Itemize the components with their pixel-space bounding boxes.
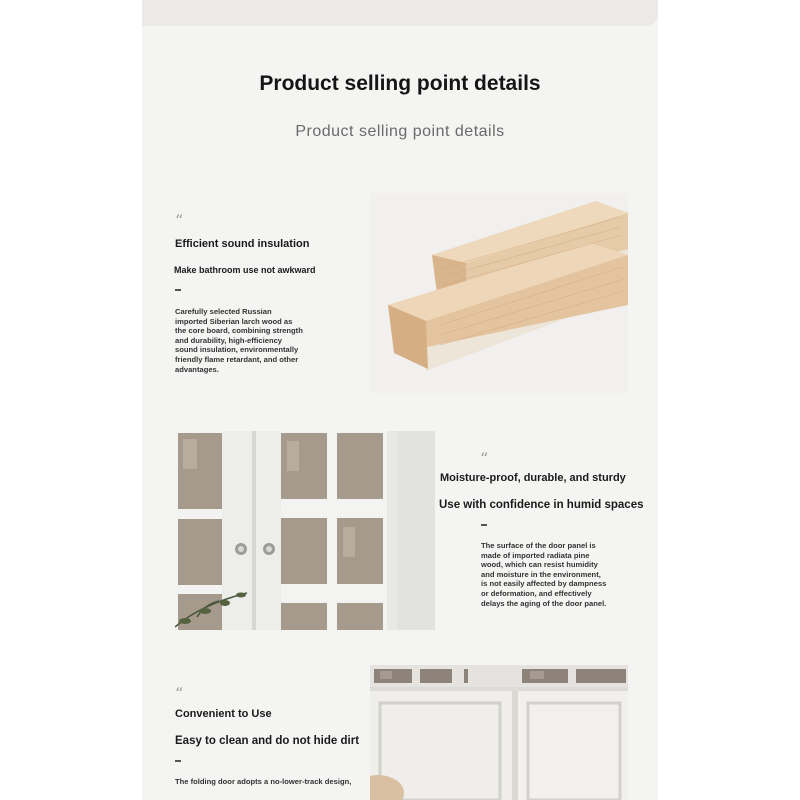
- quote-mark-icon: “: [480, 449, 489, 468]
- section-1-divider: [175, 289, 181, 291]
- section-1-subheading: Make bathroom use not awkward: [174, 265, 316, 275]
- section-2-subheading: Use with confidence in humid spaces: [439, 499, 644, 511]
- body-line: or deformation, and effectively: [481, 588, 592, 598]
- section-2-heading: Moisture-proof, durable, and sturdy: [440, 472, 626, 484]
- body-line: sound insulation, environmentally: [175, 345, 299, 355]
- top-banner-strip: [142, 0, 658, 26]
- body-line: the core board, combining strength: [175, 326, 303, 336]
- section-2-body: [481, 541, 651, 608]
- section-1-heading: Efficient sound insulation: [175, 238, 310, 250]
- section-3-body: [175, 777, 375, 787]
- section-3-divider: [175, 760, 181, 762]
- body-line: friendly flame retardant, and other: [175, 354, 299, 364]
- larch-wood-board-image: [370, 193, 628, 393]
- glass-panel-door-image: [175, 431, 435, 630]
- section-2-divider: [481, 524, 487, 526]
- body-line: Carefully selected Russian: [175, 307, 272, 316]
- body-line: delays the aging of the door panel.: [481, 598, 607, 608]
- product-detail-page: [142, 0, 658, 800]
- body-line: The surface of the door panel is: [481, 541, 596, 550]
- section-3-heading: Convenient to Use: [175, 708, 272, 720]
- body-line: is not easily affected by dampness: [481, 579, 607, 589]
- body-line: The folding door adopts a no-lower-track design,: [175, 777, 352, 786]
- quote-mark-icon: “: [175, 211, 184, 230]
- page-title: Product selling point details: [259, 72, 541, 95]
- body-line: wood, which can resist humidity: [481, 560, 598, 570]
- body-line: made of imported radiata pine: [481, 550, 590, 560]
- quote-mark-icon: “: [175, 684, 184, 703]
- body-line: advantages.: [175, 364, 219, 374]
- page-subtitle: Product selling point details: [295, 123, 505, 140]
- section-3-subheading: Easy to clean and do not hide dirt: [175, 735, 360, 747]
- body-line: imported Siberian larch wood as: [175, 316, 293, 326]
- body-line: and durability, high-efficiency: [175, 335, 283, 345]
- body-line: and moisture in the environment,: [481, 569, 601, 579]
- section-1-body: [175, 307, 335, 374]
- folding-door-image: [370, 665, 628, 800]
